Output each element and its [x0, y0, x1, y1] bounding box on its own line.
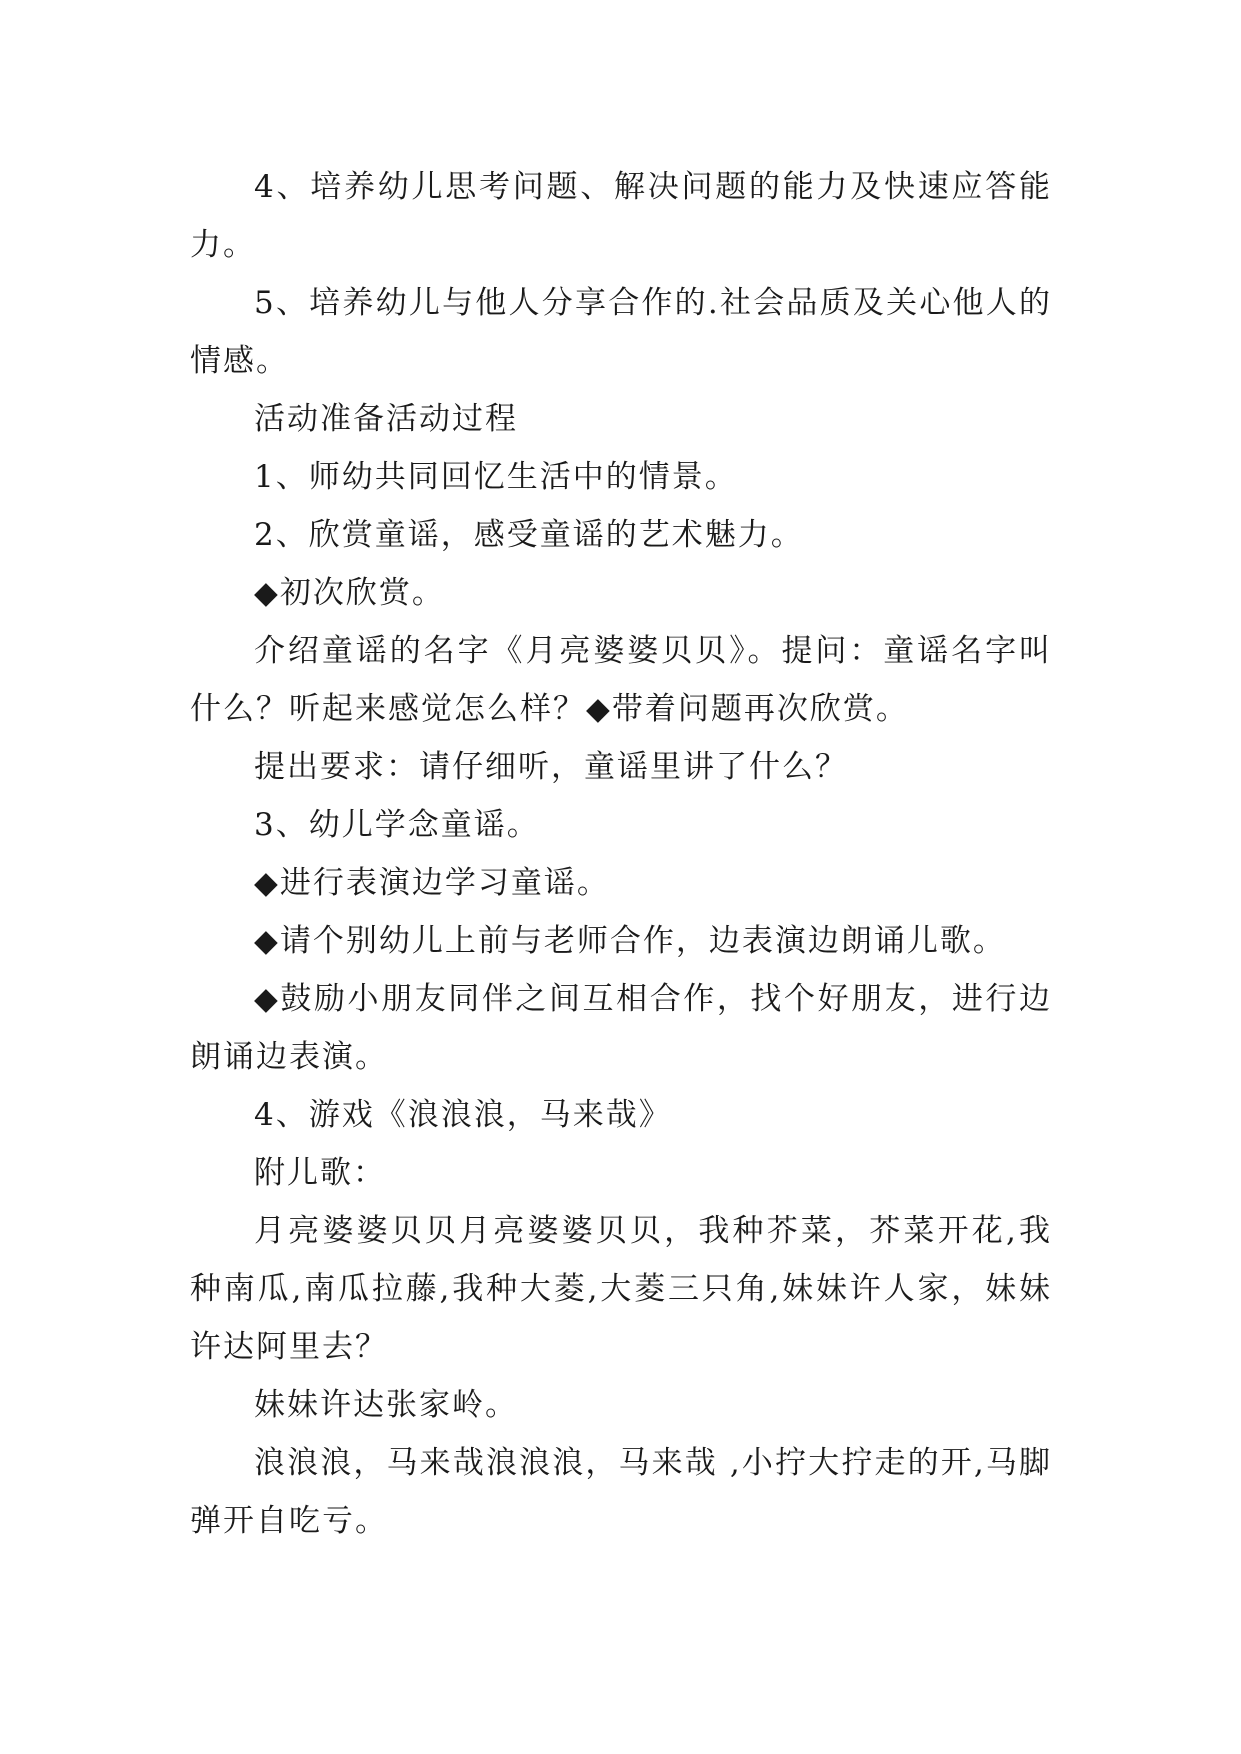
- paragraph-rhyme-verse-1: 月亮婆婆贝贝月亮婆婆贝贝，我种芥菜，芥菜开花,我种南瓜,南瓜拉藤,我种大菱,大菱三只角,妹妹许人家，妹妹许达阿里去？: [190, 1213, 1052, 1365]
- paragraph-requirement: 提出要求：请仔细听，童谣里讲了什么？: [254, 749, 848, 785]
- paragraph-appendix-heading: 附儿歌：: [254, 1155, 386, 1191]
- paragraph-goal-4: 4、培养幼儿思考问题、解决问题的能力及快速应答能力。: [190, 169, 1052, 263]
- document-body: [190, 158, 1052, 1550]
- paragraph-step-3: 3、幼儿学念童谣。: [254, 807, 540, 843]
- paragraph-introduce-rhyme: 介绍童谣的名字《月亮婆婆贝贝》。提问：童谣名字叫什么？听起来感觉怎么样？◆带着问题再次欣赏。: [190, 633, 1052, 727]
- paragraph-first-listen: ◆初次欣赏。: [254, 575, 445, 611]
- paragraph-rhyme-verse-2: 妹妹许达张家岭。: [254, 1387, 518, 1423]
- paragraph-rhyme-verse-3: 浪浪浪，马来哉浪浪浪，马来哉 ,小拧大拧走的开,马脚弹开自吃亏。: [190, 1445, 1052, 1539]
- paragraph-step-2: 2、欣赏童谣，感受童谣的艺术魅力。: [254, 517, 804, 553]
- paragraph-step-1: 1、师幼共同回忆生活中的情景。: [254, 459, 738, 495]
- paragraph-step-4-game: 4、游戏《浪浪浪，马来哉》: [254, 1097, 672, 1133]
- paragraph-goal-5: 5、培养幼儿与他人分享合作的.社会品质及关心他人的情感。: [190, 285, 1052, 379]
- paragraph-perform-learn: ◆进行表演边学习童谣。: [254, 865, 610, 901]
- paragraph-pair-perform: ◆鼓励小朋友同伴之间互相合作，找个好朋友，进行边朗诵边表演。: [190, 981, 1052, 1075]
- section-heading-activity: 活动准备活动过程: [254, 401, 518, 437]
- paragraph-individual-perform: ◆请个别幼儿上前与老师合作，边表演边朗诵儿歌。: [254, 923, 1006, 959]
